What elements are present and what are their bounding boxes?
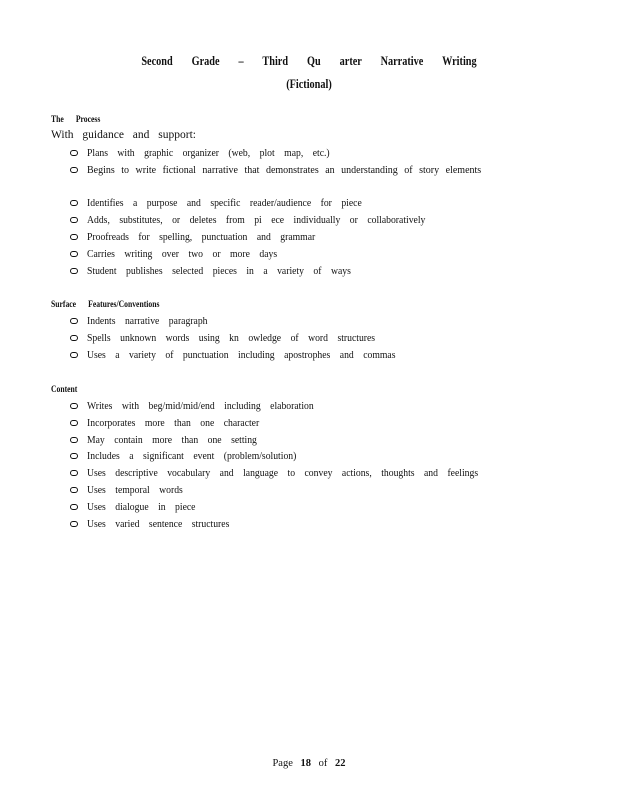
- list-item: Carries writing over two or more days: [0, 246, 618, 263]
- bullet-icon: [70, 487, 78, 493]
- of-label: of: [318, 758, 328, 769]
- list-item: Begins to write fictional narrative that demonstrates an understanding of story elements: [0, 162, 618, 196]
- bullet-icon: [70, 268, 78, 274]
- bullet-icon: [70, 437, 78, 443]
- surface-list: [0, 313, 618, 363]
- section-heading-content: Content: [51, 384, 78, 394]
- bullet-icon: [70, 318, 78, 324]
- page-number: 18: [300, 758, 312, 769]
- list-item: Adds, substitutes, or deletes from pi ece individually or collaboratively: [0, 212, 618, 229]
- bullet-icon: [70, 217, 78, 223]
- total-pages: 22: [335, 758, 346, 769]
- list-item: Uses descriptive vocabulary and language to convey actions, thoughts and feelings: [0, 465, 618, 482]
- bullet-icon: [70, 167, 78, 173]
- document-subtitle: (Fictional): [286, 77, 332, 91]
- bullet-icon: [70, 335, 78, 341]
- document-title: Second Grade – Third Qu arter Narrative Writing: [141, 54, 477, 68]
- list-item: Uses temporal words: [0, 482, 618, 499]
- bullet-icon: [70, 251, 78, 257]
- list-item: Uses a variety of punctuation including apostrophes and commas: [0, 347, 618, 364]
- bullet-icon: [70, 521, 78, 527]
- bullet-icon: [70, 420, 78, 426]
- list-item: Incorporates more than one character: [0, 415, 618, 432]
- section-heading-process: The Process: [51, 114, 101, 124]
- section-heading-surface: Surface Features/Conventions: [51, 299, 160, 309]
- bullet-icon: [70, 200, 78, 206]
- bullet-icon: [70, 150, 78, 156]
- content-list: [0, 398, 618, 532]
- bullet-icon: [70, 470, 78, 476]
- process-intro: With guidance and support:: [51, 129, 196, 141]
- list-item: Plans with graphic organizer (web, plot map, etc.): [0, 145, 618, 162]
- bullet-icon: [70, 453, 78, 459]
- bullet-icon: [70, 504, 78, 510]
- list-item: Uses dialogue in piece: [0, 499, 618, 516]
- list-item: Proofreads for spelling, punctuation and grammar: [0, 229, 618, 246]
- bullet-icon: [70, 234, 78, 240]
- list-item: Student publishes selected pieces in a variety of ways: [0, 263, 618, 280]
- list-item: Spells unknown words using kn owledge of word structures: [0, 330, 618, 347]
- page-footer: [0, 758, 618, 769]
- list-item: Identifies a purpose and specific reader/audience for piece: [0, 195, 618, 212]
- process-list: [0, 145, 618, 279]
- list-item: Writes with beg/mid/mid/end including elaboration: [0, 398, 618, 415]
- list-item: Includes a significant event (problem/solution): [0, 448, 618, 465]
- list-item: May contain more than one setting: [0, 432, 618, 449]
- bullet-icon: [70, 352, 78, 358]
- list-item: Indents narrative paragraph: [0, 313, 618, 330]
- page-label: Page: [272, 758, 293, 769]
- bullet-icon: [70, 403, 78, 409]
- list-item: Uses varied sentence structures: [0, 516, 618, 533]
